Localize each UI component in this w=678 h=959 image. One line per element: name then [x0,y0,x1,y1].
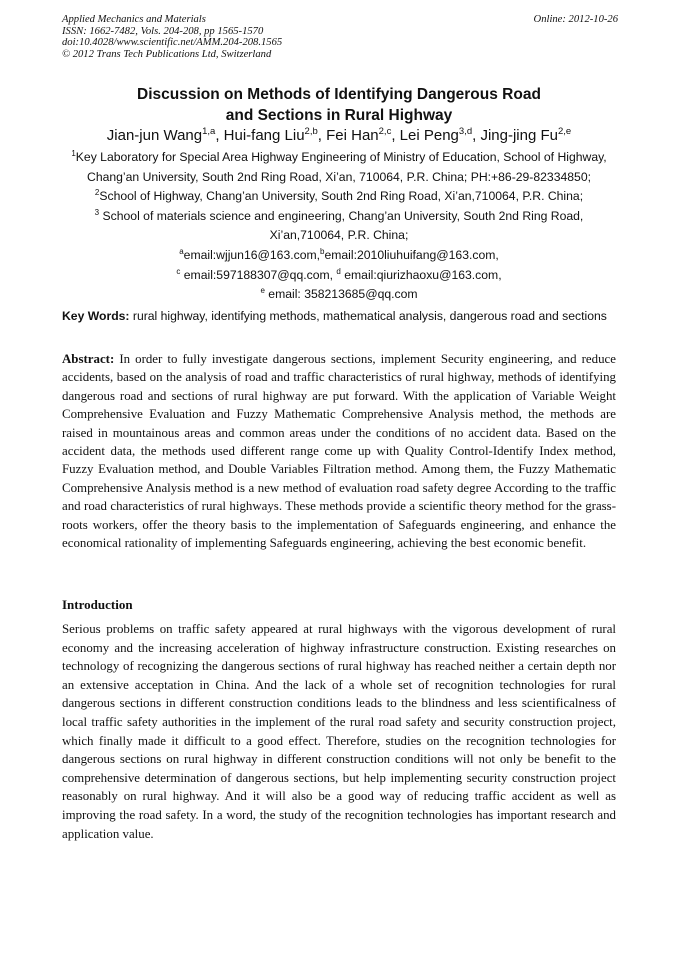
affiliation-2 [62,187,616,207]
copyright: © 2012 Trans Tech Publications Ltd, Switzerland [62,48,272,60]
author-name: Hui-fang Liu [223,127,305,144]
affiliation-text: Key Laboratory for Special Area Highway Engineering of Ministry of Education, School of Highway, [75,150,607,164]
paper-title [62,84,616,126]
online-date: Online: 2012-10-26 [533,14,618,25]
author-sup: 1,a [202,126,216,137]
email-sup: d [336,266,341,276]
journal-name: Applied Mechanics and Materials [62,14,206,25]
affiliations [62,148,616,305]
email-sup: b [320,246,325,256]
issn: ISSN: 1662-7482, Vols. 204-208, pp 1565-1570 [62,25,264,37]
email-sup: c [176,266,181,276]
email-link[interactable]: email:597188307@qq.com, [180,267,337,282]
email-line-3 [62,285,616,305]
introduction-text: Serious problems on traffic safety appeared at rural highways with the vigorous development of rural economy and the increasing acceleration of highway infrastructure construction. Existing researches on technology of recognizing the dangerous sections of rural highway has reached neither a certain depth nor an extensive acceptation in China. And the lack of a whole set of recognition technologies for rural dangerous sections in different construction conditions leads to the blindness and less scientificalness of local traffic safety authorities in the implement of the rural road safety and security construction project, which finally made it difficult to a good effect. Therefore, studies on the recognition technologies for dangerous sections on rural highway in different construction conditions will not only be benefit to the comprehensive determination of dangerous sections, but help implementing security construction project reasonably on rural highway. And it will also be a good way of reducing traffic accident as well as improving the road safety. In a word, the study of the recognition technologies has important research and application value. [62,622,616,841]
author-sup: 2,b [304,126,318,137]
affiliation-3-line-1 [62,207,616,227]
email-link[interactable]: email:2010liuhuifang@163.com, [324,247,499,262]
keywords-text: rural highway, identifying methods, mathematical analysis, dangerous road and sections [129,309,607,323]
abstract-section [62,350,616,552]
email-sup: e [260,286,265,296]
email-link[interactable]: email:wjjun16@163.com, [183,247,321,262]
author-name: Lei Peng [399,127,459,144]
affiliation-text: School of Highway, Chang’an University, South 2nd Ring Road, Xi’an,710064, P.R. China; [99,189,584,204]
abstract-text: In order to fully investigate dangerous sections, implement Security engineering, and reduce accidents, based on the analysis of road and traffic characteristics of rural highway, methods of identifying dangerous road and sections of rural highway are put forward. With the application of Variable Weight Comprehensive Evaluation and Fuzzy Mathematic Comprehensive Analysis method, the methods are raised in mountainous areas and common areas under the conditions of no accident data. Based on the accident data, the methods used different range come up with Quality Control-Identify Index method, Fuzzy Evaluation method, and Double Variables Filtration method. Among them, the Fuzzy Mathematic Comprehensive Analysis method is a new method of evaluation road safety degree According to the traffic and road characteristics of rural highways. These methods provide a scientific theory method for the grass-roots workers, offer the theory basis to the implementation of Safeguards engineering, and enhance the economical rationality of implementing Safeguards engineering, achieving the best economic benefit. [62,352,616,551]
email-line-1 [62,246,616,266]
affiliation-1-line-2: Chang’an University, South 2nd Ring Road, Xi’an, 710064, P.R. China; PH:+86-29-82334850; [87,169,591,184]
affiliation-sup: 3 [94,207,100,217]
affiliation-text: School of materials science and engineering, Chang’an University, South 2nd Ring Road, [99,208,584,223]
introduction-heading: Introduction [62,597,133,612]
journal-header [62,14,618,60]
author-sup: 2,e [558,126,572,137]
affiliation-sup: 2 [94,188,100,198]
affiliation-3-line-2: Xi’an,710064, P.R. China; [269,228,409,243]
email-link[interactable]: email: 358213685@qq.com [264,287,418,302]
title-line-2: and Sections in Rural Highway [225,107,453,124]
doi: doi:10.4028/www.scientific.net/AMM.204-208.1565 [62,37,283,49]
author-list: Jian-jun Wang$^{1,a}$, Hui-fang Liu$^{2,b}$, Fei Han$^{2,c}$, Lei Peng$^{3,d}$, Jing-jing Fu$^{2,e}$ [106,126,572,144]
email-line-2 [62,266,616,286]
title-line-1: Discussion on Methods of Identifying Dangerous Road [137,86,541,103]
keywords-label: Key Words: [62,309,130,323]
keywords-section [62,307,616,326]
author-sup: 3,d [458,126,473,137]
author-name: Jing-jing Fu [480,127,558,144]
author-name: Fei Han [326,127,379,144]
email-sup: a [179,246,184,256]
email-link[interactable]: email:qiurizhaoxu@163.com, [340,267,502,282]
affiliation-1-line-1 [62,148,616,168]
abstract-label: Abstract: [62,352,115,366]
affiliation-sup: 1 [71,149,76,158]
author-name: Jian-jun Wang [106,127,203,144]
journal-info [62,14,282,60]
author-sup: 2,c [378,126,392,137]
